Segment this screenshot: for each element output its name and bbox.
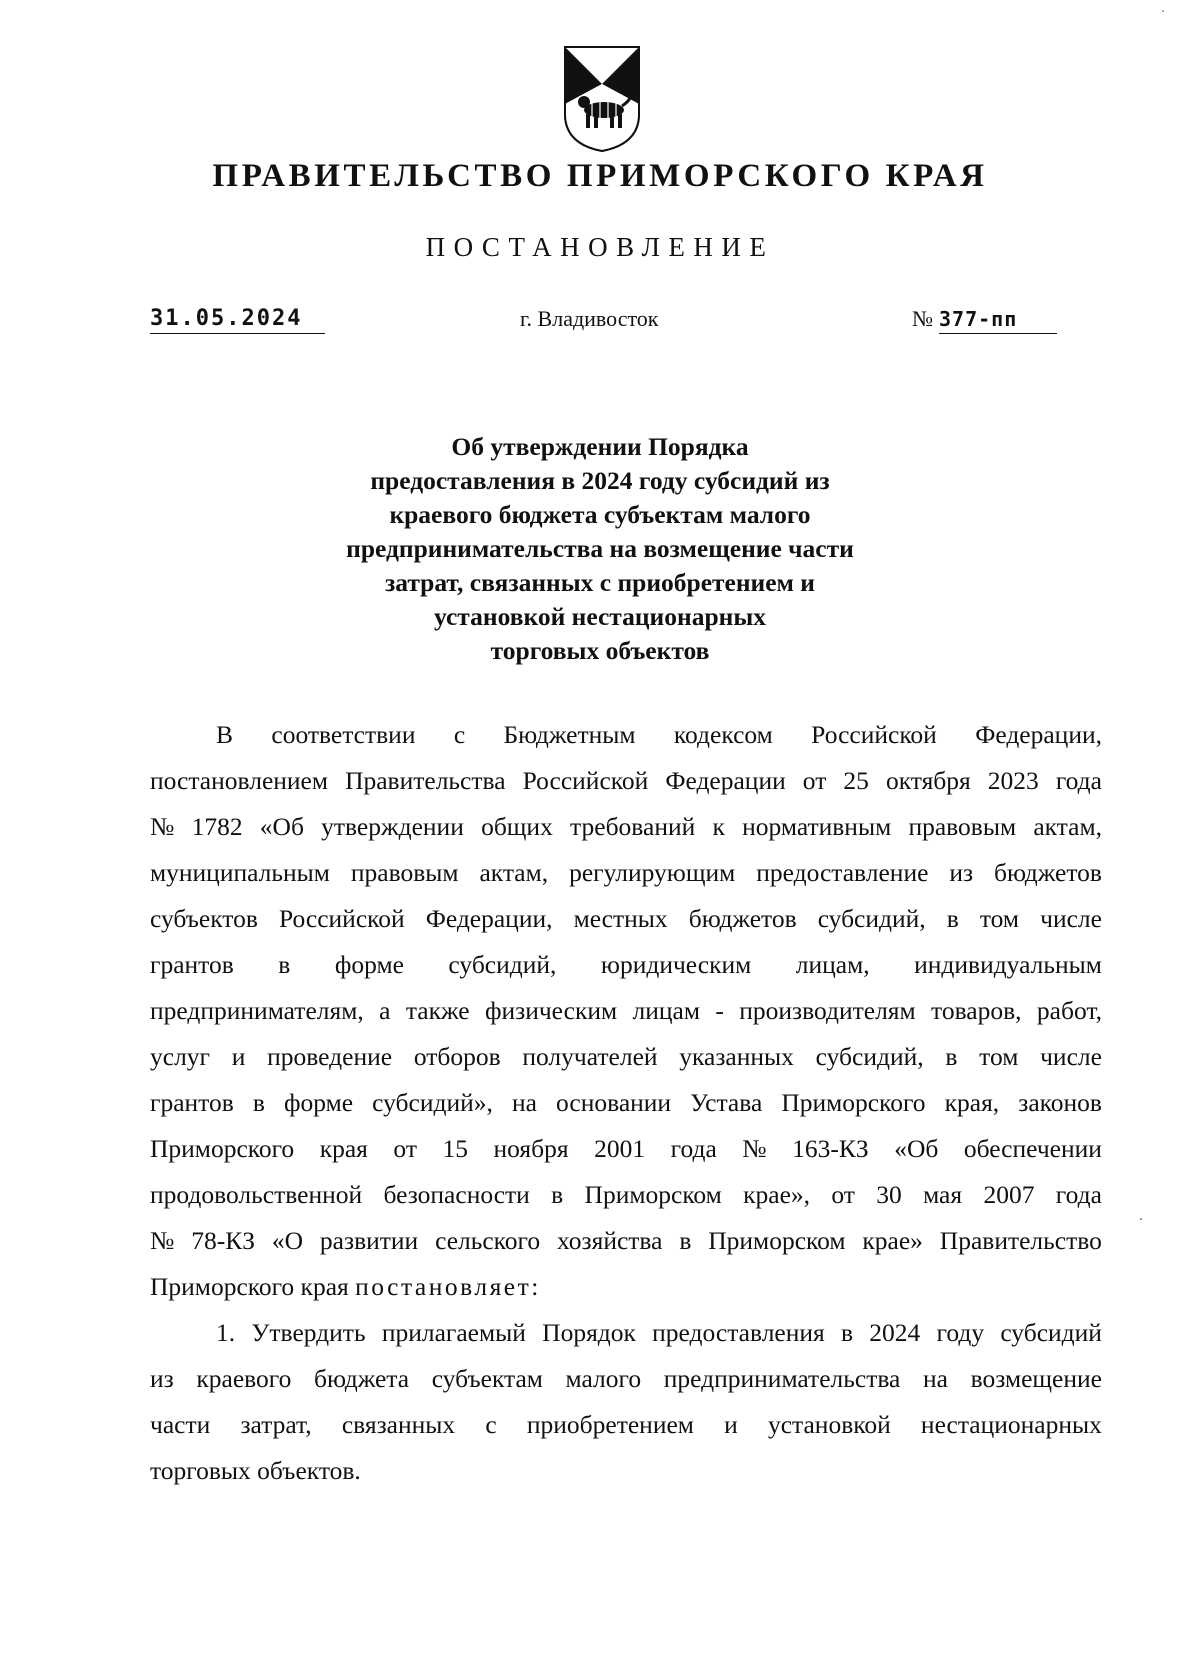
paragraph-line: постановлением Правительства Российской Федерации от 25 октября 2023 года — [150, 766, 1102, 795]
paragraph-line: предпринимателям, а также физическим лицам - производителям товаров, работ, — [150, 996, 1102, 1025]
document-title — [300, 430, 900, 668]
paragraph-line — [150, 1448, 1102, 1494]
paragraph-line: из краевого бюджета субъектам малого предпринимательства на возмещение — [150, 1364, 1102, 1393]
document-date: 31.05.2024 — [150, 306, 325, 334]
paragraph-line: грантов в форме субсидий, юридическим лицам, индивидуальным — [150, 950, 1102, 979]
title-line: краевого бюджета субъектам малого — [389, 500, 811, 529]
paragraph-line: В соответствии с Бюджетным кодексом Российской Федерации, — [216, 720, 1102, 749]
scan-speck — [1140, 1218, 1142, 1220]
paragraph-line: грантов в форме субсидий», на основании Устава Приморского края, законов — [150, 1088, 1102, 1117]
scan-speck — [1162, 10, 1164, 12]
title-line: установкой нестационарных — [434, 602, 766, 631]
preamble-last-text: Приморского края — [150, 1272, 349, 1301]
title-line: предоставления в 2024 году субсидий из — [370, 466, 830, 495]
paragraph-line: № 1782 «Об утверждении общих требований к нормативным правовым актам, — [150, 812, 1102, 841]
document-city: г. Владивосток — [520, 306, 659, 331]
paragraph-line: № 78-КЗ «О развитии сельского хозяйства в Приморском крае» Правительство — [150, 1226, 1102, 1255]
paragraph-line: субъектов Российской Федерации, местных бюджетов субсидий, в том числе — [150, 904, 1102, 933]
document-type: ПОСТАНОВЛЕНИЕ — [425, 232, 775, 262]
title-line: Об утверждении Порядка — [451, 432, 749, 461]
paragraph-line: Приморского края от 15 ноября 2001 года № 163-КЗ «Об обеспечении — [150, 1134, 1102, 1163]
title-line: предпринимательства на возмещение части — [346, 534, 854, 563]
document-number: 377-пп — [939, 307, 1057, 334]
paragraph-line: части затрат, связанных с приобретением и установкой нестационарных — [150, 1410, 1102, 1439]
preamble-paragraph — [150, 712, 1102, 1264]
paragraph-line: продовольственной безопасности в Приморском крае», от 30 мая 2007 года — [150, 1180, 1102, 1209]
paragraph-line: муниципальным правовым актам, регулирующим предоставление из бюджетов — [150, 858, 1102, 887]
document-number-field — [912, 306, 1057, 334]
document-body — [150, 712, 1102, 1494]
organization-name: ПРАВИТЕЛЬСТВО ПРИМОРСКОГО КРАЯ — [212, 158, 988, 194]
paragraph-line: 1. Утвердить прилагаемый Порядок предоставления в 2024 году субсидий — [216, 1318, 1102, 1347]
coat-of-arms-emblem — [562, 44, 642, 154]
item-1-last-text: торговых объектов. — [150, 1456, 361, 1485]
title-line: торговых объектов — [490, 636, 710, 665]
item-1-paragraph — [150, 1310, 1102, 1448]
paragraph-line: услуг и проведение отборов получателей указанных субсидий, в том числе — [150, 1042, 1102, 1071]
title-line: затрат, связанных с приобретением и — [384, 568, 815, 597]
number-sign: № — [912, 306, 933, 331]
paragraph-line — [150, 1264, 1102, 1310]
resolution-word: постановляет: — [355, 1272, 541, 1301]
